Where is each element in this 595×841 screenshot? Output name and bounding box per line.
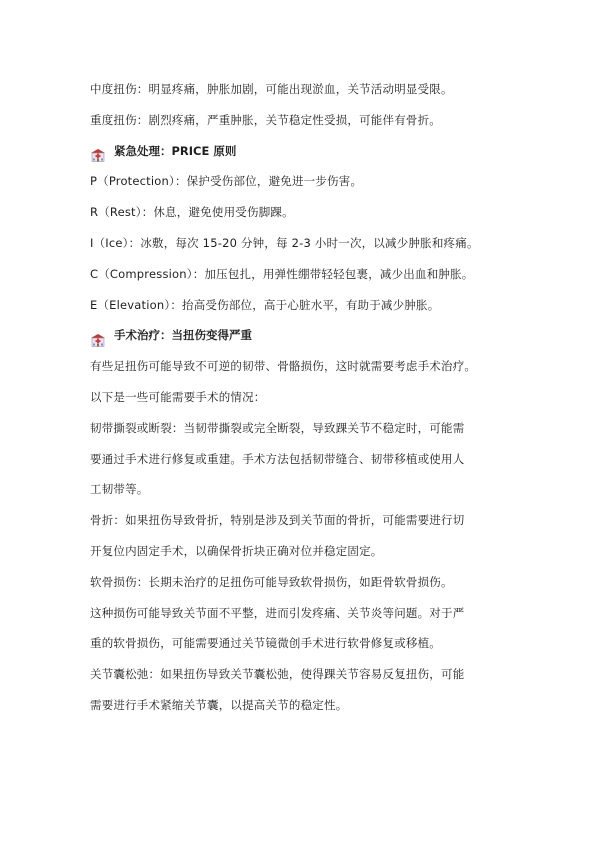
document-body <box>90 74 510 721</box>
paragraph-cartilage-line-1: 软骨损伤：长期未治疗的足扭伤可能导致软骨损伤，如距骨软骨损伤。 <box>90 574 453 589</box>
paragraph-ligament-line-1: 韧带撕裂或断裂：当韧带撕裂或完全断裂，导致踝关节不稳定时，可能需 <box>90 420 465 435</box>
paragraph-surgery-list-intro: 以下是一些可能需要手术的情况： <box>90 389 266 404</box>
paragraph-capsule-line-1: 关节囊松弛：如果扭伤导致关节囊松弛，使得踝关节容易反复扭伤，可能 <box>90 667 465 682</box>
paragraph-capsule-line-2: 需要进行手术紧缩关节囊，以提高关节的稳定性。 <box>90 697 348 712</box>
price-item-ice: I（Ice）：冰敷，每次 15-20 分钟，每 2-3 小时一次，以减少肿胀和疼痛。 <box>90 235 479 250</box>
price-item-rest: R（Rest）：休息，避免使用受伤脚踝。 <box>90 205 294 220</box>
hospital-icon <box>90 328 106 342</box>
section-heading-price-label: 紧急处理：PRICE 原则 <box>114 143 237 158</box>
paragraph-surgery-intro: 有些足扭伤可能导致不可逆的韧带、骨骼损伤，这时就需要考虑手术治疗。 <box>90 359 477 374</box>
section-heading-surgery-label: 手术治疗：当扭伤变得严重 <box>114 328 252 343</box>
section-heading-price <box>90 136 510 167</box>
hospital-icon <box>90 143 106 157</box>
paragraph-fracture-line-2: 开复位内固定手术，以确保骨折块正确对位并稳定固定。 <box>90 543 383 558</box>
paragraph-ligament-line-3: 工韧带等。 <box>90 482 149 497</box>
price-item-compression: C（Compression）：加压包扎，用弹性绷带轻轻包裹，减少出血和肿胀。 <box>90 266 474 281</box>
paragraph-fracture-line-1: 骨折：如果扭伤导致骨折，特别是涉及到关节面的骨折，可能需要进行切 <box>90 513 465 528</box>
paragraph-cartilage-line-3: 重的软骨损伤，可能需要通过关节镜微创手术进行软骨修复或移植。 <box>90 636 441 651</box>
paragraph-cartilage-line-2: 这种损伤可能导致关节面不平整，进而引发疼痛、关节炎等问题。对于严 <box>90 605 465 620</box>
paragraph-ligament-line-2: 要通过手术进行修复或重建。手术方法包括韧带缝合、韧带移植或使用人 <box>90 451 465 466</box>
paragraph-moderate-sprain: 中度扭伤：明显疼痛，肿胀加剧，可能出现淤血，关节活动明显受限。 <box>90 82 453 96</box>
paragraph-severe-sprain: 重度扭伤：剧烈疼痛，严重肿胀，关节稳定性受损，可能伴有骨折。 <box>90 112 441 127</box>
price-item-elevation: E（Elevation）：抬高受伤部位，高于心脏水平，有助于减少肿胀。 <box>90 297 440 312</box>
price-item-protection: P（Protection）：保护受伤部位，避免进一步伤害。 <box>90 174 363 189</box>
section-heading-surgery <box>90 320 510 351</box>
